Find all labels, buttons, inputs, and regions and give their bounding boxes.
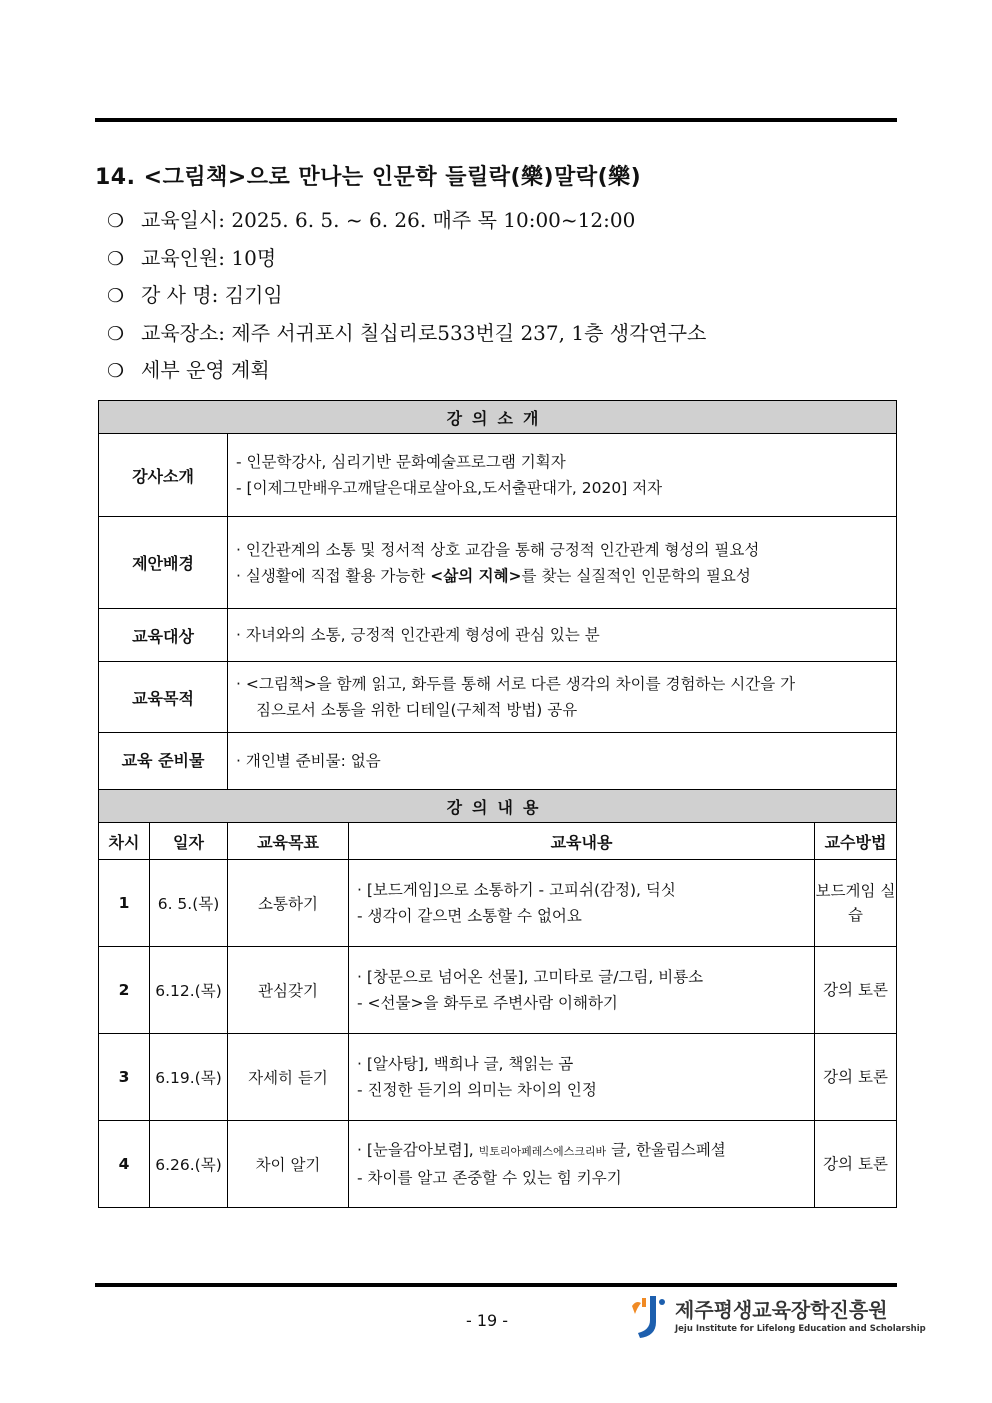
goal-row [99,662,897,733]
background-row [99,517,897,609]
institute-logo [626,1294,926,1342]
goal-content: · <그림책>을 함께 읽고, 화두를 통해 서로 다른 생각의 차이를 경험하는 시간을 가 짐으로서 소통을 위한 디테일(구체적 방법) 공유 [228,662,897,733]
info-item-count: ❍ 교육인원: 10명 [107,240,706,278]
column-header-goal: 교육목표 [228,823,349,860]
session-goal: 자세히 듣기 [228,1034,349,1121]
session-content: · [눈을감아보렴], 빅토리아페레스에스크리바 글, 한울림스페셜 - 차이를 알고 존중할 수 있는 힘 키우기 [349,1121,815,1208]
page-number: - 19 - [466,1311,509,1330]
instructor-label: 강사소개 [99,434,228,517]
wisdom-emphasis: <삶의 지혜> [430,566,522,585]
session-method: 강의 토론 [815,1034,897,1121]
circle-bullet-icon: ❍ [107,360,125,382]
session-goal: 차이 알기 [228,1121,349,1208]
circle-bullet-icon: ❍ [107,210,125,232]
info-list [107,202,706,390]
table-row [99,860,897,947]
logo-english-name: Jeju Institute for Lifelong Education and Scholarship [675,1324,926,1334]
session-number: 4 [99,1121,150,1208]
column-header-date: 일자 [150,823,228,860]
table-row [99,1034,897,1121]
circle-bullet-icon: ❍ [107,247,125,270]
top-rule [95,118,897,122]
session-method: 보드게임 실습 [815,860,897,947]
background-content: · 인간관계의 소통 및 정서적 상호 교감을 통해 긍정적 인간관계 형성의 필요성 · 실생활에 직접 활용 가능한 <삶의 지혜>를 찾는 실질적인 인문학의 필요성 [228,517,897,609]
info-item-plan: ❍ 세부 운영 계획 [107,352,706,390]
lecture-plan-table [98,400,897,1208]
session-date: 6. 5.(목) [150,860,228,947]
table-row [99,1121,897,1208]
background-label: 제안배경 [99,517,228,609]
instructor-row [99,434,897,517]
column-header-session: 차시 [99,823,150,860]
session-content: · [창문으로 넘어온 선물], 고미타로 글/그림, 비룡소 - <선물>을 화두로 주변사람 이해하기 [349,947,815,1034]
institute-emblem-icon [626,1294,668,1340]
supplies-content: · 개인별 준비물: 없음 [228,733,897,790]
session-date: 6.19.(목) [150,1034,228,1121]
bottom-rule [95,1283,897,1287]
info-item-location: ❍ 교육장소: 제주 서귀포시 칠십리로533번길 237, 1층 생각연구소 [107,315,706,353]
info-item-instructor: ❍ 강 사 명: 김기임 [107,277,706,315]
session-method: 강의 토론 [815,1121,897,1208]
session-content: · [보드게임]으로 소통하기 - 고피쉬(감정), 딕싯 - 생각이 같으면 소통할 수 없어요 [349,860,815,947]
target-row [99,609,897,662]
session-method: 강의 토론 [815,947,897,1034]
table-row [99,947,897,1034]
session-goal: 관심갖기 [228,947,349,1034]
page-title: 14. <그림책>으로 만나는 인문학 들릴락(樂)말락(樂) [95,165,642,190]
supplies-label: 교육 준비물 [99,733,228,790]
instructor-content: - 인문학강사, 심리기반 문화예술프로그램 기획자 - [이제그만배우고깨달은대로살아요,도서출판대가, 2020] 저자 [228,434,897,517]
logo-korean-name: 제주평생교육장학진흥원 [675,1298,888,1322]
schedule-column-headers [99,823,897,860]
session-number: 3 [99,1034,150,1121]
target-label: 교육대상 [99,609,228,662]
intro-section-header: 강의소개 [99,401,897,434]
goal-label: 교육목적 [99,662,228,733]
session-number: 1 [99,860,150,947]
session-content: · [알사탕], 백희나 글, 책읽는 곰 - 진정한 듣기의 의미는 차이의 인정 [349,1034,815,1121]
session-date: 6.26.(목) [150,1121,228,1208]
schedule-section-header: 강의내용 [99,790,897,823]
session-date: 6.12.(목) [150,947,228,1034]
supplies-row [99,733,897,790]
column-header-method: 교수방법 [815,823,897,860]
target-content: · 자녀와의 소통, 긍정적 인간관계 형성에 관심 있는 분 [228,609,897,662]
circle-bullet-icon: ❍ [107,322,125,345]
session-goal: 소통하기 [228,860,349,947]
column-header-content: 교육내용 [349,823,815,860]
info-item-date: ❍ 교육일시: 2025. 6. 5. ~ 6. 26. 매주 목 10:00~12:00 [107,202,706,240]
circle-bullet-icon: ❍ [107,285,125,307]
session-number: 2 [99,947,150,1034]
